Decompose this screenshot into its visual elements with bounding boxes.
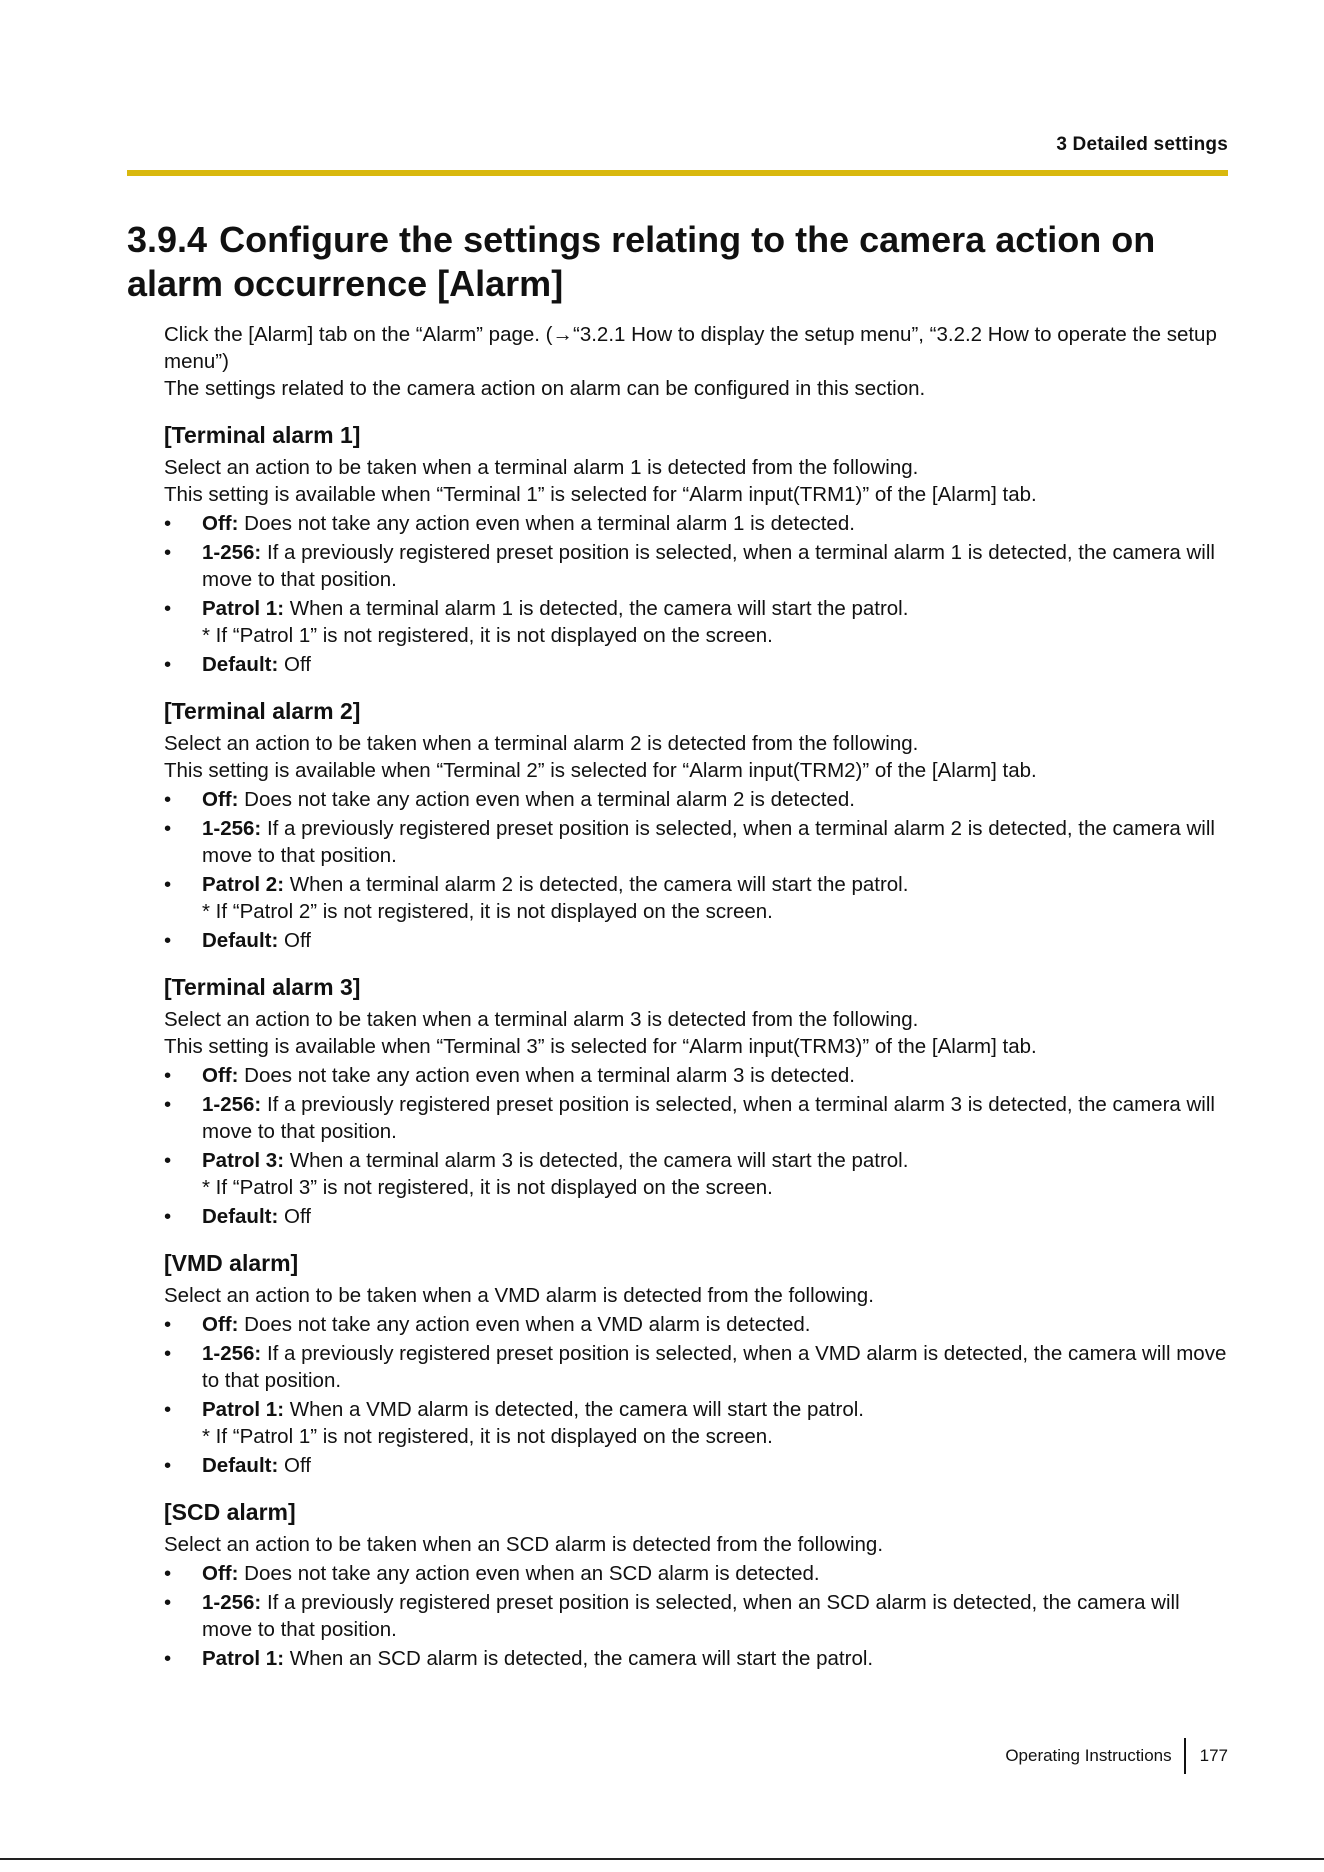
section-description: Select an action to be taken when a VMD alarm is detected from the following. <box>164 1284 874 1307</box>
option-list <box>164 1062 1228 1230</box>
option-item <box>164 1203 1228 1230</box>
option-term: Off: <box>202 1562 239 1585</box>
option-text: If a previously registered preset position is selected, when an SCD alarm is detected, the camera will move to that position. <box>202 1591 1180 1641</box>
option-term: Default: <box>202 1205 279 1228</box>
option-item <box>164 651 1228 678</box>
bullet-icon: • <box>164 1591 172 1614</box>
option-term: 1-256: <box>202 1342 262 1365</box>
option-item <box>164 871 1228 925</box>
section-heading: [Terminal alarm 1] <box>164 422 361 448</box>
option-text: When a terminal alarm 2 is detected, the camera will start the patrol. <box>289 873 909 896</box>
option-item <box>164 1091 1228 1145</box>
bullet-icon: • <box>164 873 172 896</box>
option-term: Patrol 2: <box>202 873 285 896</box>
option-term: Off: <box>202 1064 239 1087</box>
settings-section <box>164 696 1228 954</box>
option-item <box>164 1645 1228 1672</box>
option-item <box>164 595 1228 649</box>
bullet-icon: • <box>164 1647 172 1670</box>
settings-sections <box>164 420 1228 1672</box>
bullet-icon: • <box>164 1313 172 1336</box>
option-text: If a previously registered preset position is selected, when a terminal alarm 3 is detected, the camera will move to that position. <box>202 1093 1215 1143</box>
bullet-icon: • <box>164 512 172 535</box>
settings-section <box>164 1248 1228 1479</box>
intro-paragraph: The settings related to the camera action on alarm can be configured in this section. <box>164 377 926 400</box>
option-text: If a previously registered preset position is selected, when a terminal alarm 1 is detected, the camera will move to that position. <box>202 541 1215 591</box>
option-term: Off: <box>202 1313 239 1336</box>
option-term: Off: <box>202 788 239 811</box>
footer-doc-name: Operating Instructions <box>1005 1746 1172 1765</box>
section-number: 3.9.4 <box>127 219 208 260</box>
option-note: * If “Patrol 1” is not registered, it is not displayed on the screen. <box>202 624 773 647</box>
option-text: When a terminal alarm 3 is detected, the camera will start the patrol. <box>289 1149 909 1172</box>
option-text: Off <box>284 653 311 676</box>
option-list <box>164 1560 1228 1672</box>
settings-section <box>164 972 1228 1230</box>
bullet-icon: • <box>164 788 172 811</box>
option-text: Off <box>284 1454 311 1477</box>
option-text: If a previously registered preset position is selected, when a VMD alarm is detected, the camera will move to that position. <box>202 1342 1227 1392</box>
option-item <box>164 1589 1228 1643</box>
section-description: Select an action to be taken when a terminal alarm 3 is detected from the following. <box>164 1008 919 1031</box>
option-item <box>164 1560 1228 1587</box>
option-text: Off <box>284 1205 311 1228</box>
bullet-icon: • <box>164 541 172 564</box>
bullet-icon: • <box>164 1093 172 1116</box>
option-term: Off: <box>202 512 239 535</box>
option-term: Default: <box>202 1454 279 1477</box>
bullet-icon: • <box>164 1064 172 1087</box>
bullet-icon: • <box>164 1149 172 1172</box>
chapter-header: 3 Detailed settings <box>1056 134 1228 155</box>
section-description: This setting is available when “Terminal 2” is selected for “Alarm input(TRM2)” of the [Alarm] tab. <box>164 759 1037 782</box>
option-list <box>164 1311 1228 1479</box>
page-footer <box>1005 1738 1228 1774</box>
option-term: 1-256: <box>202 817 262 840</box>
option-item <box>164 510 1228 537</box>
option-text: Does not take any action even when a VMD alarm is detected. <box>244 1313 811 1336</box>
option-text: Does not take any action even when a terminal alarm 1 is detected. <box>244 512 855 535</box>
option-term: Default: <box>202 653 279 676</box>
section-heading: [Terminal alarm 3] <box>164 974 361 1000</box>
option-item <box>164 1147 1228 1201</box>
page-title <box>127 218 1228 306</box>
bullet-icon: • <box>164 817 172 840</box>
page-number: 177 <box>1199 1746 1228 1765</box>
option-list <box>164 510 1228 678</box>
option-text: When an SCD alarm is detected, the camera will start the patrol. <box>289 1647 874 1670</box>
main-content <box>164 321 1228 1672</box>
option-note: * If “Patrol 3” is not registered, it is not displayed on the screen. <box>202 1176 773 1199</box>
option-text: Does not take any action even when an SCD alarm is detected. <box>244 1562 820 1585</box>
bullet-icon: • <box>164 653 172 676</box>
option-text: Does not take any action even when a terminal alarm 2 is detected. <box>244 788 855 811</box>
option-item <box>164 786 1228 813</box>
option-term: 1-256: <box>202 1591 262 1614</box>
option-term: Patrol 1: <box>202 1398 285 1421</box>
bullet-icon: • <box>164 1398 172 1421</box>
bullet-icon: • <box>164 929 172 952</box>
option-text: When a terminal alarm 1 is detected, the camera will start the patrol. <box>289 597 909 620</box>
option-term: Default: <box>202 929 279 952</box>
option-note: * If “Patrol 1” is not registered, it is not displayed on the screen. <box>202 1425 773 1448</box>
option-item <box>164 1452 1228 1479</box>
option-item <box>164 1311 1228 1338</box>
section-heading: [SCD alarm] <box>164 1499 296 1525</box>
section-description: This setting is available when “Terminal 3” is selected for “Alarm input(TRM3)” of the [Alarm] tab. <box>164 1035 1037 1058</box>
footer-separator <box>1184 1738 1186 1774</box>
section-description: Select an action to be taken when a terminal alarm 1 is detected from the following. <box>164 456 919 479</box>
bullet-icon: • <box>164 1205 172 1228</box>
bullet-icon: • <box>164 1454 172 1477</box>
bottom-rule <box>0 1858 1324 1860</box>
section-title: Configure the settings relating to the camera action on alarm occurrence [Alarm] <box>127 219 1156 304</box>
option-term: Patrol 1: <box>202 1647 285 1670</box>
section-description: This setting is available when “Terminal 1” is selected for “Alarm input(TRM1)” of the [Alarm] tab. <box>164 483 1037 506</box>
option-term: 1-256: <box>202 541 262 564</box>
option-item <box>164 1062 1228 1089</box>
settings-section <box>164 1497 1228 1672</box>
bullet-icon: • <box>164 597 172 620</box>
option-text: Off <box>284 929 311 952</box>
option-term: Patrol 3: <box>202 1149 285 1172</box>
section-description: Select an action to be taken when a terminal alarm 2 is detected from the following. <box>164 732 919 755</box>
option-note: * If “Patrol 2” is not registered, it is not displayed on the screen. <box>202 900 773 923</box>
option-term: 1-256: <box>202 1093 262 1116</box>
bullet-icon: • <box>164 1342 172 1365</box>
section-heading: [Terminal alarm 2] <box>164 698 361 724</box>
section-description: Select an action to be taken when an SCD alarm is detected from the following. <box>164 1533 884 1556</box>
option-item <box>164 927 1228 954</box>
option-item <box>164 539 1228 593</box>
intro-paragraph: Click the [Alarm] tab on the “Alarm” page. (→“3.2.1 How to display the setup menu”, “3.2.2 How to operate the setup menu”) <box>164 323 1217 373</box>
option-text: If a previously registered preset position is selected, when a terminal alarm 2 is detected, the camera will move to that position. <box>202 817 1215 867</box>
bullet-icon: • <box>164 1562 172 1585</box>
header-rule <box>127 170 1228 176</box>
option-text: Does not take any action even when a terminal alarm 3 is detected. <box>244 1064 855 1087</box>
option-list <box>164 786 1228 954</box>
option-item <box>164 815 1228 869</box>
settings-section <box>164 420 1228 678</box>
option-text: When a VMD alarm is detected, the camera will start the patrol. <box>289 1398 864 1421</box>
section-heading: [VMD alarm] <box>164 1250 299 1276</box>
option-item <box>164 1396 1228 1450</box>
option-term: Patrol 1: <box>202 597 285 620</box>
option-item <box>164 1340 1228 1394</box>
